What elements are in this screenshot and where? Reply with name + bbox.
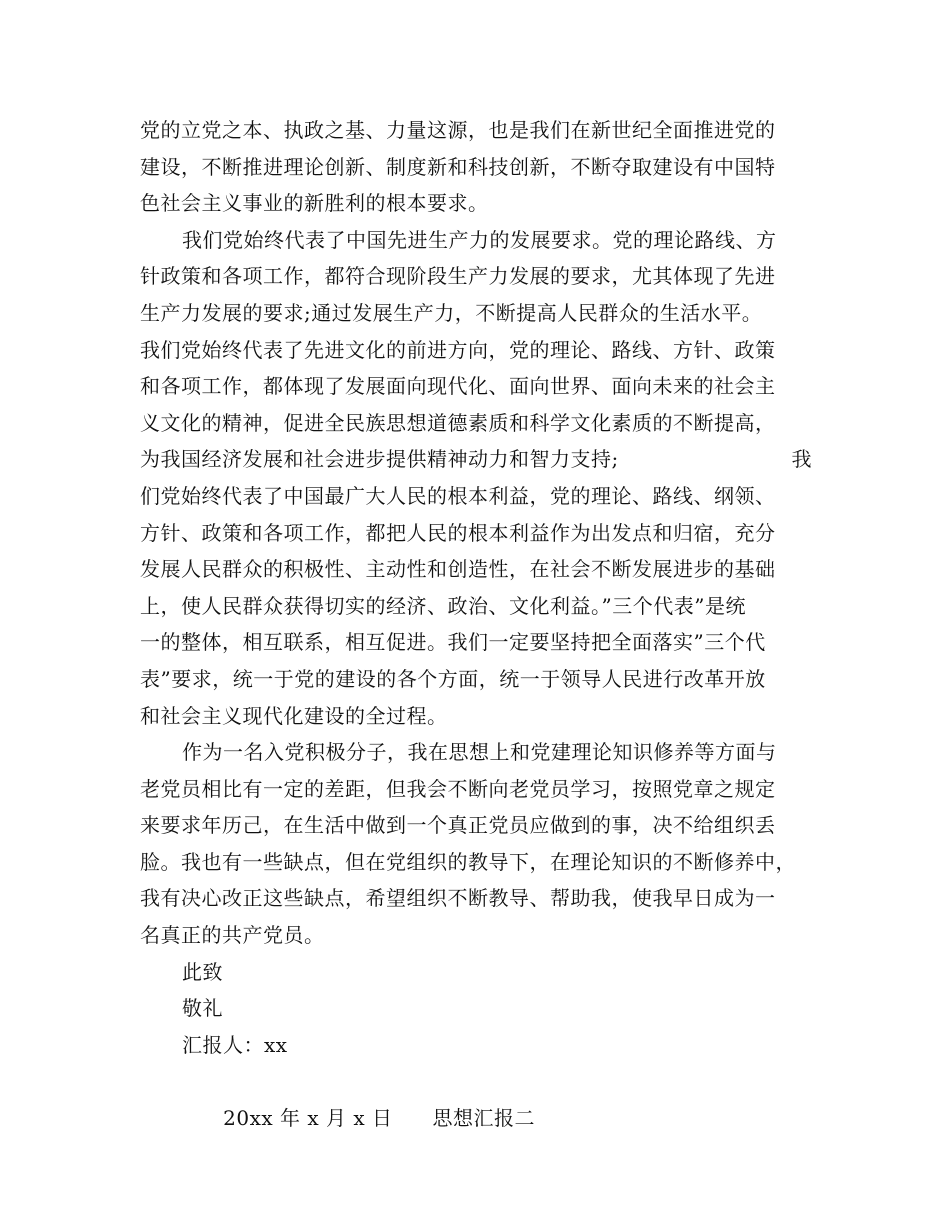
paragraph-3-line: 作为一名入党积极分子，我在思想上和党建理论知识修养等方面与 (182, 740, 777, 765)
document-body (140, 112, 812, 1131)
report-date: 20xx 年 x 月 x 日 (223, 1106, 393, 1131)
paragraph-1-line: 建设，不断推进理论创新、制度新和科技创新，不断夺取建设有中国特 (140, 154, 776, 179)
paragraph-2-line: 和社会主义现代化建设的全过程。 (140, 703, 448, 728)
paragraph-1-line: 党的立党之本、执政之基、力量这源，也是我们在新世纪全面推进党的 (140, 118, 776, 142)
paragraph-2-line: 我们党始终代表了先进文化的前进方向，党的理论、路线、方针、政策 (140, 337, 776, 362)
paragraph-2-line: 们党始终代表了中国最广大人民的根本利益，党的理论、路线、纲领、 (140, 483, 776, 508)
paragraph-2-line: 发展人民群众的积极性、主动性和创造性，在社会不断发展进步的基础 (140, 557, 776, 582)
paragraph-2-line: 表”要求，统一于党的建设的各个方面，统一于领导人民进行改革开放 (140, 666, 766, 691)
paragraph-3-line: 名真正的共产党员。 (140, 923, 325, 948)
next-report-title: 思想汇报二 (432, 1106, 536, 1131)
paragraph-3-line: 来要求年历己，在生活中做到一个真正党员应做到的事，决不给组织丢 (140, 813, 776, 838)
paragraph-2-line: 义文化的精神，促进全民族思想道德素质和科学文化素质的不断提高， (140, 410, 776, 435)
paragraph-3-line: 脸。我也有一些缺点，但在党组织的教导下，在理论知识的不断修养中， (140, 849, 796, 874)
paragraph-2-line: 我们党始终代表了中国先进生产力的发展要求。党的理论路线、方 (182, 227, 777, 252)
paragraph-3-line: 我有决心改正这些缺点，希望组织不断教导、帮助我，使我早日成为一 (140, 886, 776, 911)
closing-salutation-1: 此致 (182, 959, 223, 984)
paragraph-2-split-line (140, 441, 812, 478)
split-line-left-text: 为我国经济发展和社会进步提供精神动力和智力支持; (140, 447, 619, 472)
closing-salutation-2: 敬礼 (182, 996, 223, 1021)
paragraph-2-line: 和各项工作，都体现了发展面向现代化、面向世界、面向未来的社会主 (140, 374, 776, 399)
paragraph-2-line: 一的整体，相互联系，相互促进。我们一定要坚持把全面落实”三个代 (140, 630, 766, 655)
date-line (140, 1063, 812, 1131)
paragraph-3-line: 老党员相比有一定的差距，但我会不断向老党员学习，按照党章之规定 (140, 776, 776, 801)
paragraph-2-line: 方针、政策和各项工作，都把人民的根本利益作为出发点和归宿，充分 (140, 520, 776, 545)
split-line-right-text: 我 (791, 447, 812, 472)
paragraph-2-line: 针政策和各项工作，都符合现阶段生产力发展的要求，尤其体现了先进 (140, 264, 776, 289)
reporter-signature: 汇报人：xx (182, 1032, 288, 1057)
paragraph-2-line: 生产力发展的要求;通过发展生产力，不断提高人民群众的生活水平。 (140, 300, 763, 325)
paragraph-2-line: 上，使人民群众获得切实的经济、政治、文化利益。”三个代表”是统 (140, 593, 746, 618)
paragraph-1-line: 色社会主义事业的新胜利的根本要求。 (140, 191, 489, 216)
